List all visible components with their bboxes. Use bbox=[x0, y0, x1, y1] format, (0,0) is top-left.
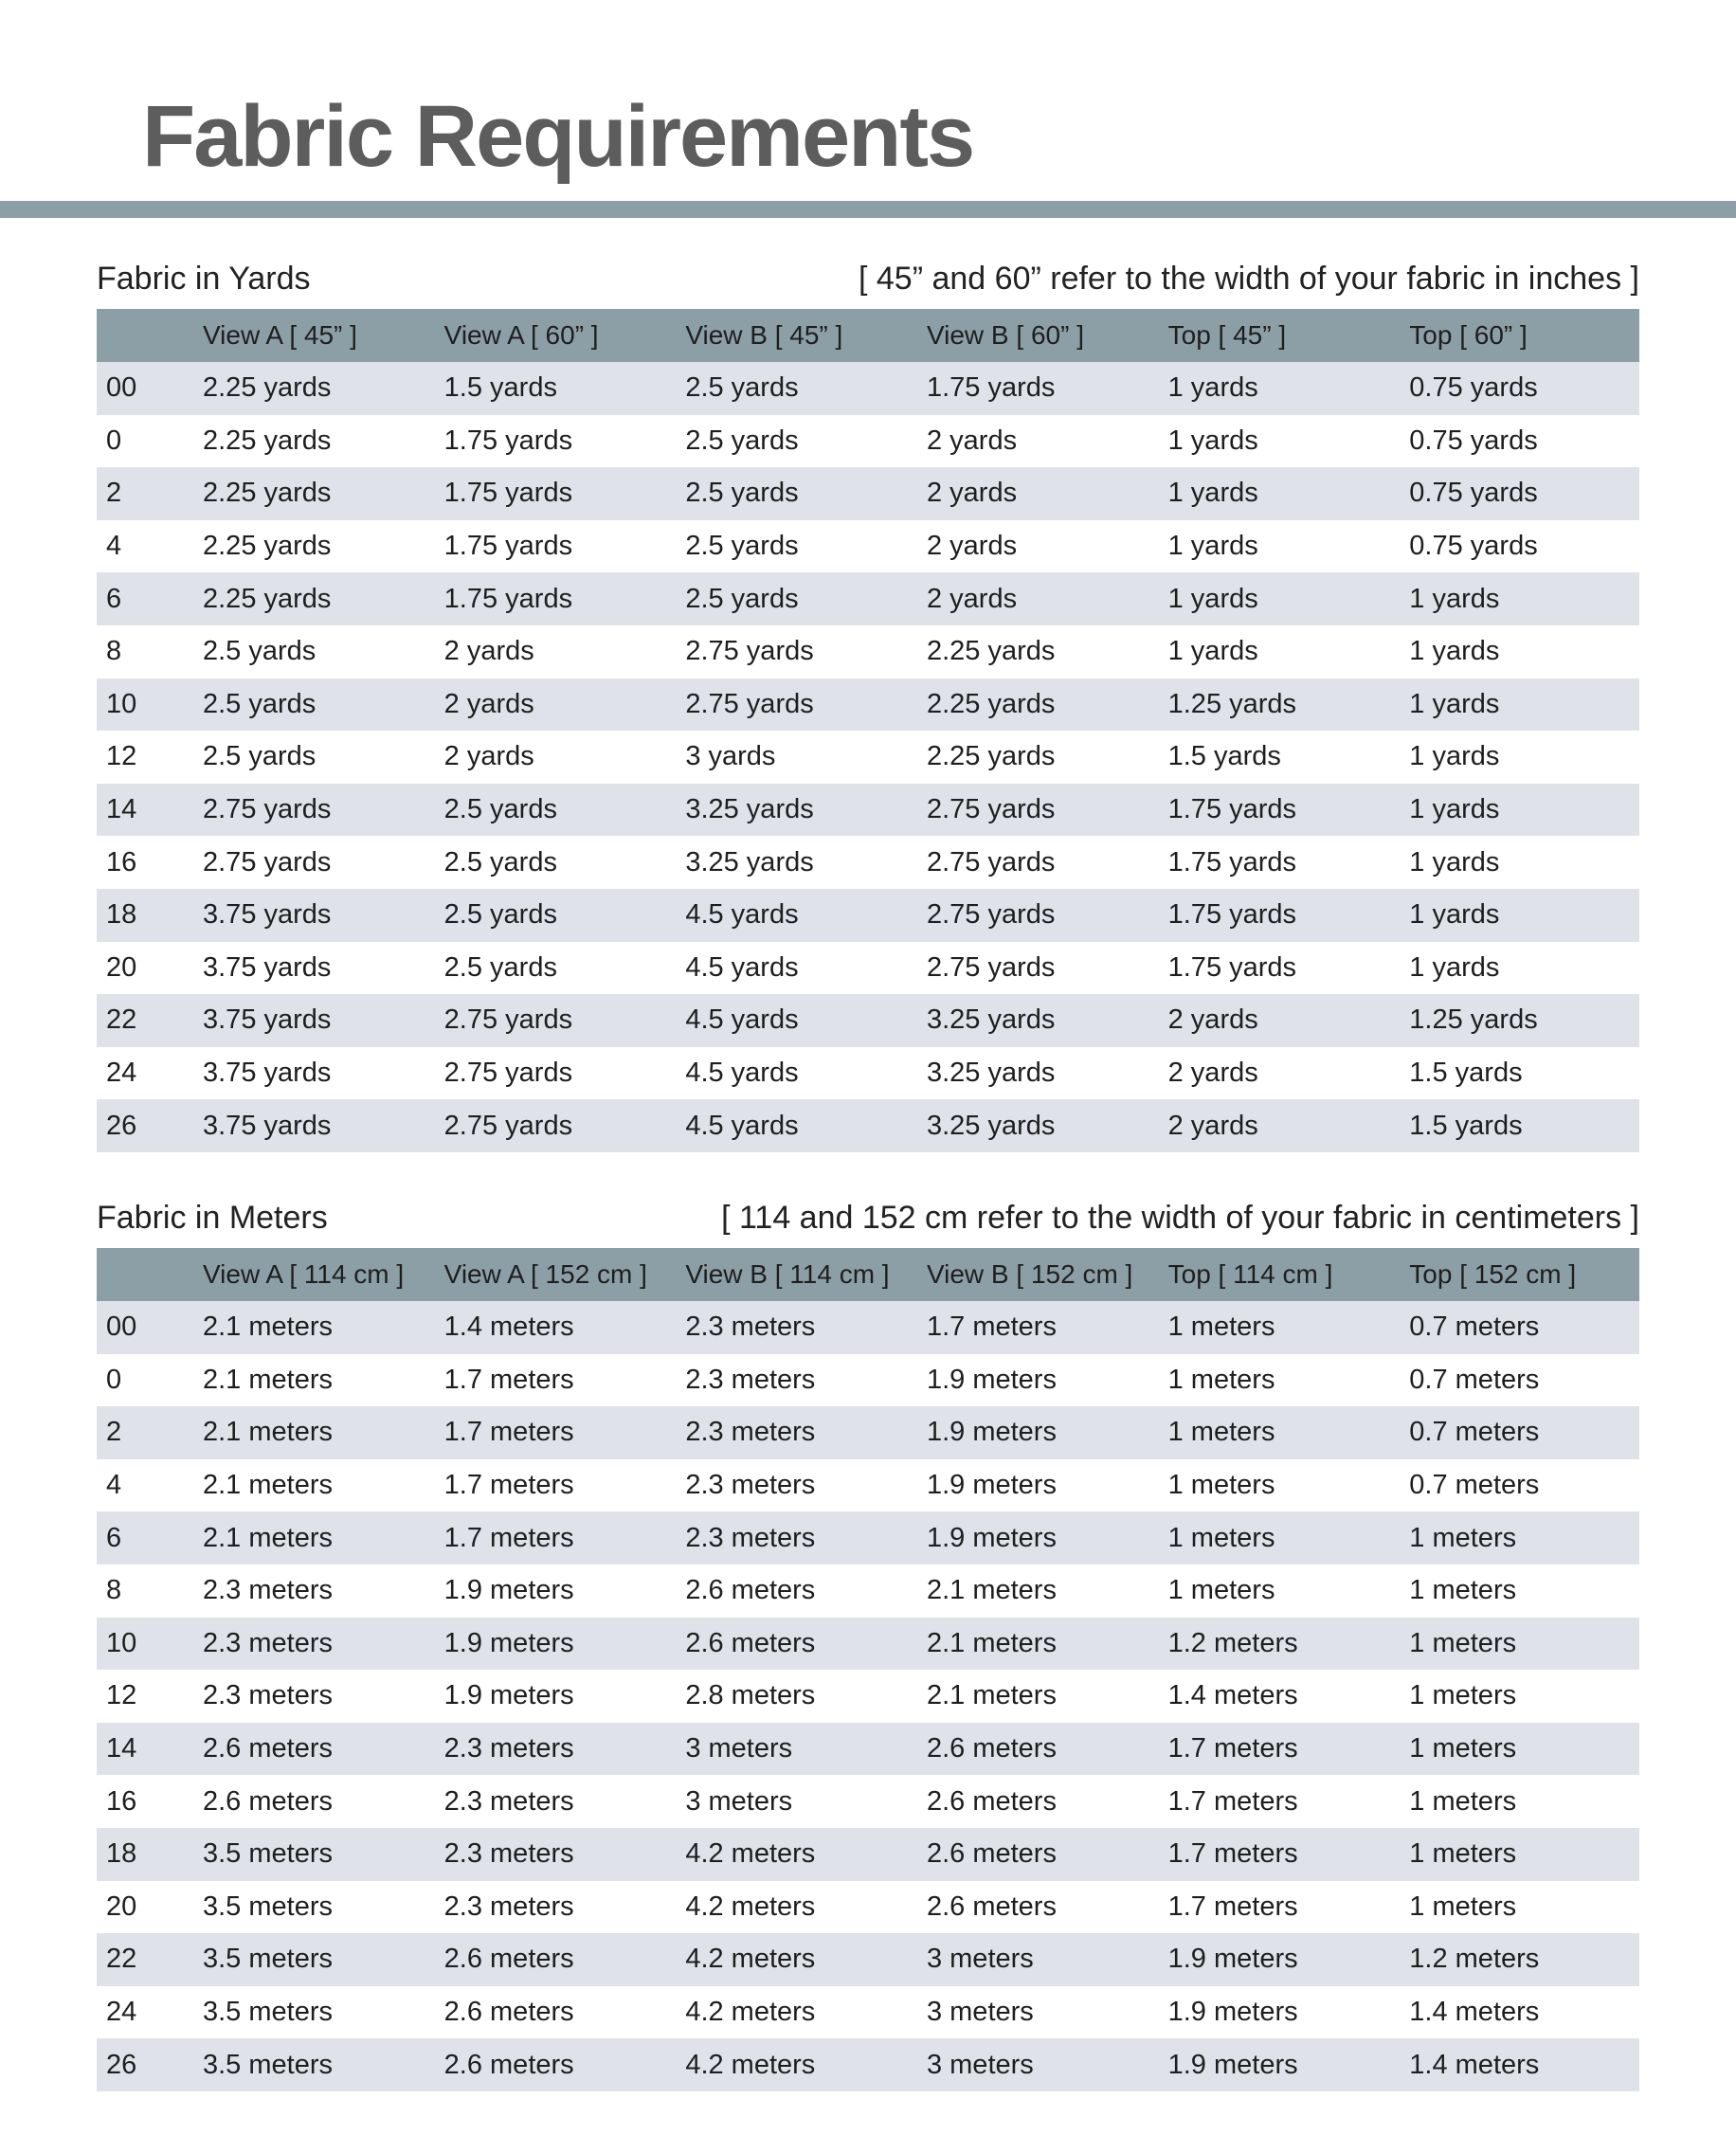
table-cell: 2.75 yards bbox=[203, 846, 332, 877]
size-cell: 26 bbox=[106, 1110, 137, 1141]
table-row bbox=[97, 415, 1639, 468]
meters-width-note: [ 114 and 152 cm refer to the width of your fabric in centimeters ] bbox=[721, 1200, 1639, 1236]
table-cell: 2.6 meters bbox=[926, 1785, 1057, 1817]
table-cell: 1.9 meters bbox=[926, 1470, 1057, 1501]
table-cell: 2.25 yards bbox=[203, 583, 332, 614]
table-cell: 0.75 yards bbox=[1409, 425, 1538, 456]
table-cell: 1.4 meters bbox=[1167, 1680, 1298, 1711]
size-cell: 10 bbox=[106, 1627, 137, 1658]
table-cell: 0.75 yards bbox=[1409, 478, 1538, 509]
table-cell: 1.5 yards bbox=[1167, 741, 1281, 772]
table-cell: 1.9 meters bbox=[926, 1417, 1057, 1448]
table-cell: 1 meters bbox=[1409, 1733, 1517, 1764]
table-cell: 1.7 meters bbox=[443, 1364, 574, 1395]
table-row bbox=[97, 1301, 1639, 1354]
table-cell: 2.5 yards bbox=[685, 372, 799, 404]
table-cell: 3 meters bbox=[926, 2049, 1034, 2080]
meters-table bbox=[97, 1248, 1639, 2091]
table-cell: 2.25 yards bbox=[203, 531, 332, 562]
table-row bbox=[97, 520, 1639, 573]
table-row bbox=[97, 942, 1639, 995]
table-cell: 2.1 meters bbox=[203, 1312, 333, 1343]
table-cell: 1 yards bbox=[1409, 951, 1500, 983]
table-cell: 2.25 yards bbox=[203, 372, 332, 404]
table-row bbox=[97, 1099, 1639, 1152]
table-cell: 2.6 meters bbox=[203, 1785, 333, 1817]
table-cell: 3 meters bbox=[926, 1997, 1034, 2028]
table-cell: 4.2 meters bbox=[685, 1891, 816, 1922]
table-cell: 2 yards bbox=[926, 583, 1018, 614]
table-cell: 1.75 yards bbox=[926, 372, 1056, 404]
table-cell: 1 yards bbox=[1167, 425, 1258, 456]
table-cell: 2.6 meters bbox=[926, 1891, 1057, 1922]
table-row bbox=[97, 572, 1639, 625]
table-cell: 2.25 yards bbox=[926, 636, 1056, 667]
page-title: Fabric Requirements bbox=[142, 88, 974, 185]
table-cell: 3.25 yards bbox=[926, 1004, 1056, 1036]
size-cell: 6 bbox=[106, 1522, 122, 1553]
table-cell: 3.75 yards bbox=[203, 899, 332, 931]
table-cell: 2.3 meters bbox=[685, 1417, 816, 1448]
table-cell: 3 yards bbox=[685, 741, 776, 772]
table-cell: 2.6 meters bbox=[926, 1733, 1057, 1764]
meters-section-header bbox=[97, 1197, 1639, 1248]
table-cell: 2 yards bbox=[926, 425, 1018, 456]
table-cell: 1 yards bbox=[1409, 899, 1500, 931]
size-cell: 22 bbox=[106, 1944, 137, 1975]
table-cell: 4.2 meters bbox=[685, 1944, 816, 1975]
table-cell: 1 meters bbox=[1167, 1522, 1275, 1553]
table-row bbox=[97, 1511, 1639, 1565]
size-cell: 26 bbox=[106, 2049, 137, 2080]
table-cell: 4.5 yards bbox=[685, 1004, 799, 1036]
table-cell: 2.3 meters bbox=[443, 1785, 574, 1817]
size-cell: 20 bbox=[106, 1891, 137, 1922]
size-cell: 4 bbox=[106, 531, 122, 562]
table-cell: 4.2 meters bbox=[685, 1838, 816, 1870]
column-header: Top [ 60” ] bbox=[1409, 320, 1528, 350]
table-cell: 1 meters bbox=[1167, 1470, 1275, 1501]
table-cell: 4.5 yards bbox=[685, 1058, 799, 1089]
table-cell: 2.3 meters bbox=[685, 1364, 816, 1395]
table-cell: 2.5 yards bbox=[443, 794, 557, 825]
yards-section-label: Fabric in Yards bbox=[97, 261, 311, 297]
yards-header-row bbox=[97, 309, 1639, 362]
table-cell: 1.75 yards bbox=[1167, 846, 1297, 877]
size-cell: 18 bbox=[106, 899, 137, 931]
table-cell: 2.5 yards bbox=[685, 583, 799, 614]
table-cell: 1.75 yards bbox=[443, 425, 573, 456]
table-cell: 2.5 yards bbox=[203, 636, 316, 667]
size-cell: 14 bbox=[106, 1733, 137, 1764]
table-row bbox=[97, 889, 1639, 942]
table-cell: 2.6 meters bbox=[443, 1944, 574, 1975]
table-row bbox=[97, 1618, 1639, 1671]
size-cell: 12 bbox=[106, 1680, 137, 1711]
table-cell: 1 meters bbox=[1409, 1627, 1517, 1658]
table-cell: 2.6 meters bbox=[443, 1997, 574, 2028]
column-header: View A [ 45” ] bbox=[203, 320, 357, 350]
table-cell: 1 meters bbox=[1409, 1575, 1517, 1606]
table-cell: 1 yards bbox=[1409, 583, 1500, 614]
table-cell: 2.25 yards bbox=[203, 478, 332, 509]
table-cell: 0.75 yards bbox=[1409, 531, 1538, 562]
column-header: Top [ 152 cm ] bbox=[1409, 1259, 1577, 1289]
size-cell: 0 bbox=[106, 425, 122, 456]
table-cell: 0.7 meters bbox=[1409, 1312, 1540, 1343]
table-cell: 1.9 meters bbox=[1167, 1944, 1298, 1975]
table-row bbox=[97, 1565, 1639, 1618]
size-cell: 00 bbox=[106, 1312, 137, 1343]
table-cell: 2.75 yards bbox=[443, 1058, 573, 1089]
table-cell: 2.1 meters bbox=[926, 1680, 1057, 1711]
table-row bbox=[97, 1670, 1639, 1723]
table-cell: 2.6 meters bbox=[685, 1575, 816, 1606]
title-divider bbox=[0, 201, 1736, 218]
table-cell: 2.75 yards bbox=[685, 688, 814, 719]
table-cell: 2.8 meters bbox=[685, 1680, 816, 1711]
table-cell: 1.25 yards bbox=[1409, 1004, 1538, 1036]
table-row bbox=[97, 731, 1639, 784]
table-cell: 2.3 meters bbox=[685, 1312, 816, 1343]
table-cell: 1 meters bbox=[1167, 1417, 1275, 1448]
table-cell: 3.25 yards bbox=[685, 846, 814, 877]
table-cell: 4.2 meters bbox=[685, 1997, 816, 2028]
size-cell: 12 bbox=[106, 741, 137, 772]
table-cell: 2.6 meters bbox=[443, 2049, 574, 2080]
table-cell: 2.75 yards bbox=[443, 1004, 573, 1036]
table-cell: 3.5 meters bbox=[203, 2049, 333, 2080]
table-cell: 2 yards bbox=[1167, 1110, 1258, 1141]
table-cell: 1.75 yards bbox=[443, 531, 573, 562]
table-cell: 2.3 meters bbox=[443, 1891, 574, 1922]
table-cell: 1.7 meters bbox=[443, 1470, 574, 1501]
table-cell: 2.5 yards bbox=[685, 478, 799, 509]
table-cell: 1.4 meters bbox=[443, 1312, 574, 1343]
table-row bbox=[97, 1775, 1639, 1828]
size-cell: 20 bbox=[106, 951, 137, 983]
table-cell: 2 yards bbox=[1167, 1004, 1258, 1036]
table-cell: 1.75 yards bbox=[1167, 794, 1297, 825]
table-cell: 2.75 yards bbox=[443, 1110, 573, 1141]
table-cell: 1.2 meters bbox=[1409, 1944, 1540, 1975]
table-cell: 1 yards bbox=[1409, 794, 1500, 825]
table-row bbox=[97, 784, 1639, 837]
table-cell: 2.25 yards bbox=[926, 741, 1056, 772]
table-cell: 2.5 yards bbox=[443, 846, 557, 877]
size-cell: 00 bbox=[106, 372, 137, 404]
table-cell: 2 yards bbox=[1167, 1058, 1258, 1089]
table-cell: 3.25 yards bbox=[926, 1110, 1056, 1141]
table-cell: 2.3 meters bbox=[203, 1680, 333, 1711]
table-cell: 4.5 yards bbox=[685, 951, 799, 983]
table-cell: 3 meters bbox=[926, 1944, 1034, 1975]
table-cell: 1.9 meters bbox=[1167, 2049, 1298, 2080]
table-cell: 1.9 meters bbox=[926, 1364, 1057, 1395]
table-cell: 2.25 yards bbox=[926, 688, 1056, 719]
table-cell: 2.75 yards bbox=[926, 951, 1056, 983]
table-cell: 1 yards bbox=[1167, 583, 1258, 614]
table-cell: 2.3 meters bbox=[685, 1470, 816, 1501]
column-header: View A [ 152 cm ] bbox=[443, 1259, 647, 1289]
size-cell: 10 bbox=[106, 688, 137, 719]
table-cell: 2.3 meters bbox=[203, 1627, 333, 1658]
table-cell: 2.75 yards bbox=[926, 846, 1056, 877]
size-cell: 0 bbox=[106, 1364, 122, 1395]
table-cell: 1.7 meters bbox=[926, 1312, 1057, 1343]
table-cell: 1 yards bbox=[1409, 846, 1500, 877]
size-cell: 2 bbox=[106, 1417, 122, 1448]
table-row bbox=[97, 362, 1639, 415]
table-cell: 1.5 yards bbox=[1409, 1058, 1523, 1089]
table-row bbox=[97, 625, 1639, 678]
table-cell: 2 yards bbox=[443, 688, 534, 719]
table-cell: 2.75 yards bbox=[203, 794, 332, 825]
table-row bbox=[97, 1047, 1639, 1100]
table-cell: 2.5 yards bbox=[443, 951, 557, 983]
table-cell: 1.75 yards bbox=[1167, 951, 1297, 983]
table-cell: 1.7 meters bbox=[1167, 1891, 1298, 1922]
table-row bbox=[97, 1459, 1639, 1512]
size-cell: 16 bbox=[106, 846, 137, 877]
table-cell: 1.4 meters bbox=[1409, 1997, 1540, 2028]
table-cell: 2.75 yards bbox=[926, 794, 1056, 825]
table-cell: 4.2 meters bbox=[685, 2049, 816, 2080]
table-cell: 3.75 yards bbox=[203, 1058, 332, 1089]
table-cell: 1.75 yards bbox=[443, 478, 573, 509]
column-header: Top [ 114 cm ] bbox=[1167, 1259, 1333, 1289]
size-cell: 24 bbox=[106, 1058, 137, 1089]
column-header: Top [ 45” ] bbox=[1167, 320, 1287, 350]
table-cell: 1.9 meters bbox=[1167, 1997, 1298, 2028]
table-cell: 3 meters bbox=[685, 1733, 793, 1764]
size-cell: 8 bbox=[106, 636, 122, 667]
table-cell: 3.75 yards bbox=[203, 951, 332, 983]
table-row bbox=[97, 1881, 1639, 1934]
table-cell: 1.7 meters bbox=[443, 1522, 574, 1553]
table-cell: 1.9 meters bbox=[443, 1627, 574, 1658]
column-header: View B [ 114 cm ] bbox=[685, 1259, 890, 1289]
table-cell: 1 meters bbox=[1167, 1575, 1275, 1606]
size-cell: 16 bbox=[106, 1785, 137, 1817]
table-cell: 1.7 meters bbox=[1167, 1838, 1298, 1870]
table-cell: 1.7 meters bbox=[1167, 1733, 1298, 1764]
table-cell: 1 yards bbox=[1167, 372, 1258, 404]
table-cell: 1.2 meters bbox=[1167, 1627, 1298, 1658]
meters-section-label: Fabric in Meters bbox=[97, 1200, 328, 1236]
table-row bbox=[97, 467, 1639, 520]
table-cell: 1 meters bbox=[1167, 1312, 1275, 1343]
table-cell: 2.75 yards bbox=[685, 636, 814, 667]
table-cell: 1 meters bbox=[1409, 1838, 1517, 1870]
table-row bbox=[97, 1723, 1639, 1776]
table-cell: 2.6 meters bbox=[203, 1733, 333, 1764]
table-cell: 2.3 meters bbox=[443, 1838, 574, 1870]
meters-header-row bbox=[97, 1248, 1639, 1301]
table-cell: 0.7 meters bbox=[1409, 1470, 1540, 1501]
table-cell: 2 yards bbox=[926, 531, 1018, 562]
table-cell: 2.6 meters bbox=[926, 1838, 1057, 1870]
table-cell: 2.1 meters bbox=[203, 1522, 333, 1553]
table-cell: 0.7 meters bbox=[1409, 1417, 1540, 1448]
table-cell: 2.1 meters bbox=[203, 1417, 333, 1448]
table-cell: 1 meters bbox=[1167, 1364, 1275, 1395]
table-cell: 2.3 meters bbox=[685, 1522, 816, 1553]
table-cell: 2.6 meters bbox=[685, 1627, 816, 1658]
meters-section bbox=[97, 1197, 1639, 2091]
table-cell: 2.3 meters bbox=[443, 1733, 574, 1764]
table-cell: 2.5 yards bbox=[203, 688, 316, 719]
table-row bbox=[97, 994, 1639, 1047]
table-cell: 3.25 yards bbox=[926, 1058, 1056, 1089]
yards-width-note: [ 45” and 60” refer to the width of your fabric in inches ] bbox=[859, 261, 1639, 297]
table-cell: 2.5 yards bbox=[203, 741, 316, 772]
table-cell: 1.7 meters bbox=[443, 1417, 574, 1448]
table-cell: 2.5 yards bbox=[685, 425, 799, 456]
table-cell: 1 yards bbox=[1167, 531, 1258, 562]
table-row bbox=[97, 1406, 1639, 1459]
yards-section-header bbox=[97, 258, 1639, 309]
column-header: View B [ 152 cm ] bbox=[926, 1259, 1133, 1289]
table-cell: 3.5 meters bbox=[203, 1944, 333, 1975]
table-row bbox=[97, 678, 1639, 732]
table-row bbox=[97, 1354, 1639, 1407]
table-cell: 2 yards bbox=[443, 741, 534, 772]
table-cell: 1.75 yards bbox=[1167, 899, 1297, 931]
table-cell: 1.9 meters bbox=[443, 1680, 574, 1711]
table-cell: 0.75 yards bbox=[1409, 372, 1538, 404]
size-column-header bbox=[97, 1248, 191, 1301]
table-cell: 3.25 yards bbox=[685, 794, 814, 825]
table-cell: 2.5 yards bbox=[685, 531, 799, 562]
table-cell: 2 yards bbox=[443, 636, 534, 667]
size-cell: 24 bbox=[106, 1997, 137, 2028]
column-header: View B [ 45” ] bbox=[685, 320, 843, 350]
table-cell: 1 yards bbox=[1409, 636, 1500, 667]
column-header: View A [ 60” ] bbox=[443, 320, 599, 350]
table-cell: 1 yards bbox=[1409, 688, 1500, 719]
table-cell: 3.5 meters bbox=[203, 1838, 333, 1870]
table-cell: 1.75 yards bbox=[443, 583, 573, 614]
yards-section bbox=[97, 258, 1639, 1152]
table-cell: 1.4 meters bbox=[1409, 2049, 1540, 2080]
size-cell: 4 bbox=[106, 1470, 122, 1501]
table-row bbox=[97, 1986, 1639, 2039]
table-cell: 1 yards bbox=[1167, 636, 1258, 667]
column-header: View A [ 114 cm ] bbox=[203, 1259, 405, 1289]
table-cell: 3.75 yards bbox=[203, 1110, 332, 1141]
table-cell: 1 yards bbox=[1409, 741, 1500, 772]
table-cell: 1 meters bbox=[1409, 1891, 1517, 1922]
table-cell: 2.1 meters bbox=[926, 1627, 1057, 1658]
table-cell: 1.9 meters bbox=[926, 1522, 1057, 1553]
table-cell: 2.1 meters bbox=[203, 1364, 333, 1395]
table-cell: 1 meters bbox=[1409, 1680, 1517, 1711]
table-cell: 3.5 meters bbox=[203, 1891, 333, 1922]
table-cell: 1 meters bbox=[1409, 1522, 1517, 1553]
yards-table bbox=[97, 309, 1639, 1152]
size-cell: 22 bbox=[106, 1004, 137, 1036]
table-cell: 2.3 meters bbox=[203, 1575, 333, 1606]
table-cell: 4.5 yards bbox=[685, 899, 799, 931]
table-cell: 2.1 meters bbox=[203, 1470, 333, 1501]
column-header: View B [ 60” ] bbox=[926, 320, 1084, 350]
table-row bbox=[97, 1933, 1639, 1986]
size-cell: 18 bbox=[106, 1838, 137, 1870]
size-cell: 8 bbox=[106, 1575, 122, 1606]
table-cell: 3.75 yards bbox=[203, 1004, 332, 1036]
table-cell: 2.25 yards bbox=[203, 425, 332, 456]
table-cell: 1 meters bbox=[1409, 1785, 1517, 1817]
table-cell: 2.75 yards bbox=[926, 899, 1056, 931]
table-row bbox=[97, 1828, 1639, 1881]
table-cell: 3 meters bbox=[685, 1785, 793, 1817]
table-row bbox=[97, 836, 1639, 889]
table-cell: 1.7 meters bbox=[1167, 1785, 1298, 1817]
table-cell: 3.5 meters bbox=[203, 1997, 333, 2028]
table-cell: 2.5 yards bbox=[443, 899, 557, 931]
size-cell: 6 bbox=[106, 583, 122, 614]
table-cell: 4.5 yards bbox=[685, 1110, 799, 1141]
table-cell: 1.5 yards bbox=[443, 372, 557, 404]
table-cell: 1.9 meters bbox=[443, 1575, 574, 1606]
table-cell: 2.1 meters bbox=[926, 1575, 1057, 1606]
table-cell: 1 yards bbox=[1167, 478, 1258, 509]
size-cell: 2 bbox=[106, 478, 122, 509]
table-cell: 2 yards bbox=[926, 478, 1018, 509]
table-row bbox=[97, 2038, 1639, 2091]
table-cell: 1.25 yards bbox=[1167, 688, 1297, 719]
size-cell: 14 bbox=[106, 794, 137, 825]
table-cell: 1.5 yards bbox=[1409, 1110, 1523, 1141]
table-cell: 0.7 meters bbox=[1409, 1364, 1540, 1395]
size-column-header bbox=[97, 309, 191, 362]
